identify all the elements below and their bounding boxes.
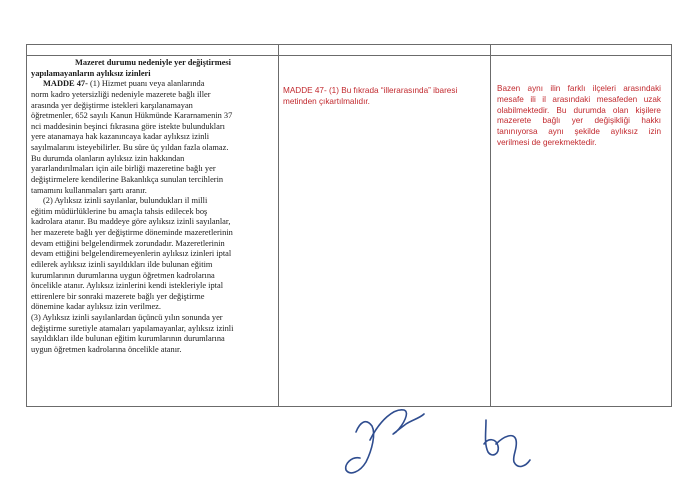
proposed-change-line: MADDE 47- (1) Bu fıkrada “illerarasında” ibaresi	[283, 86, 458, 95]
paragraph-1-line: değiştirmelere kendilerine Bakanlıkça sunulan tercihlerin	[31, 174, 224, 184]
signature-left	[346, 410, 424, 473]
article-title-line2: yapılamayanların aylıksız izinleri	[31, 68, 151, 78]
paragraph-3-line: (3) Aylıksız izinli sayılanlardan üçüncü yılın sonunda yer	[31, 313, 223, 322]
paragraph-1-line: yararlandırılmaları için aile birliği mazeretine bağlı yer	[31, 164, 216, 174]
paragraph-2-line: devam ettiğini belgelendirmek zorundadır. Mazeretlerinin	[31, 238, 225, 248]
justification-text: Bazen aynı ilin farklı ilçeleri arasındaki mesafe ili il arasındaki mesafeden uzak olabilmektedir. Bu durumda olan kişilere mazerete bağlı yer değişikliği hakkı tanınıyorsa aynı şekilde aylıksız izin verilmesi de gerekmektedir.	[497, 84, 661, 147]
paragraph-3-line: sayıldıkları ilde bulunan eğitim kurumlarının durumlarına	[31, 334, 225, 344]
paragraph-1-line: nci maddesinin beşinci fıkrasına göre istekte bulundukları	[31, 121, 225, 131]
paragraph-1-line: öğretmenler, 652 sayılı Kanun Hükmünde Kararnamenin 37	[31, 111, 233, 121]
paragraph-1-line: yere atanamaya hak kazanıncaya kadar aylıksız izinli	[31, 132, 210, 142]
paragraph-2-line: dönemine kadar aylıksız izin verilmez.	[31, 302, 161, 312]
article-label: MADDE 47-	[43, 79, 88, 89]
proposed-change-line: metinden çıkartılmalıdır.	[283, 96, 370, 106]
signature-right	[484, 420, 530, 466]
paragraph-2-line: her mazerete bağlı yer değiştirme döneminde mazeretlerinin	[31, 228, 233, 237]
paragraph-2-line: eğitim müdürlüklerine bu amaçla tahsis edilecek boş	[31, 206, 208, 216]
paragraph-3-line: uygun öğretmen kadrolarına öncelikle atanır.	[31, 344, 182, 354]
paragraph-2-line: (2) Aylıksız izinli sayılanlar, bulundukları il milli	[43, 196, 208, 206]
paragraph-2-line: kadrolara atanır. Bu maddeye göre aylıksız izinli sayılanlar,	[31, 217, 231, 227]
paragraph-2-line: kurumlarının durumlarına uygun öğretmen kadrolarına	[31, 270, 215, 280]
paragraph-2-line: edilerek aylıksız izinli sayıldıkları ilde bulunan eğitim	[31, 259, 213, 269]
paragraph-2-line: öncelikle atanır. Aylıksız izinlerini kendi istekleriyle iptal	[31, 281, 224, 291]
paragraph-1-line: (1) Hizmet puanı veya alanlarında	[90, 79, 205, 89]
paragraph-1-line: Bu durumda olanların aylıksız izin hakkından	[31, 153, 185, 163]
paragraph-2-line: devam ettiğini belgelendiremeyenlerin aylıksız izinleri iptal	[31, 249, 232, 259]
paragraph-1-line: norm kadro yetersizliği nedeniyle mazerete bağlı iller	[31, 89, 211, 99]
paragraph-1-line: sayılmalarını isteyebilirler. Bu süre üç yıldan fazla olamaz.	[31, 143, 229, 152]
paragraph-2-line: ettirenlere bir sonraki mazerete bağlı yer değiştirme	[31, 291, 205, 301]
article-title-line1: Mazeret durumu nedeniyle yer değiştirmesi	[75, 58, 231, 67]
paragraph-1-line: arasında yer değiştirme istekleri karşılanamayan	[31, 100, 193, 110]
paragraph-3-line: değiştirme suretiyle atamaları yapılamayanlar, aylıksız izinli	[31, 323, 234, 333]
paragraph-1-line: tamamını kullanmaları şartı aranır.	[31, 185, 147, 195]
